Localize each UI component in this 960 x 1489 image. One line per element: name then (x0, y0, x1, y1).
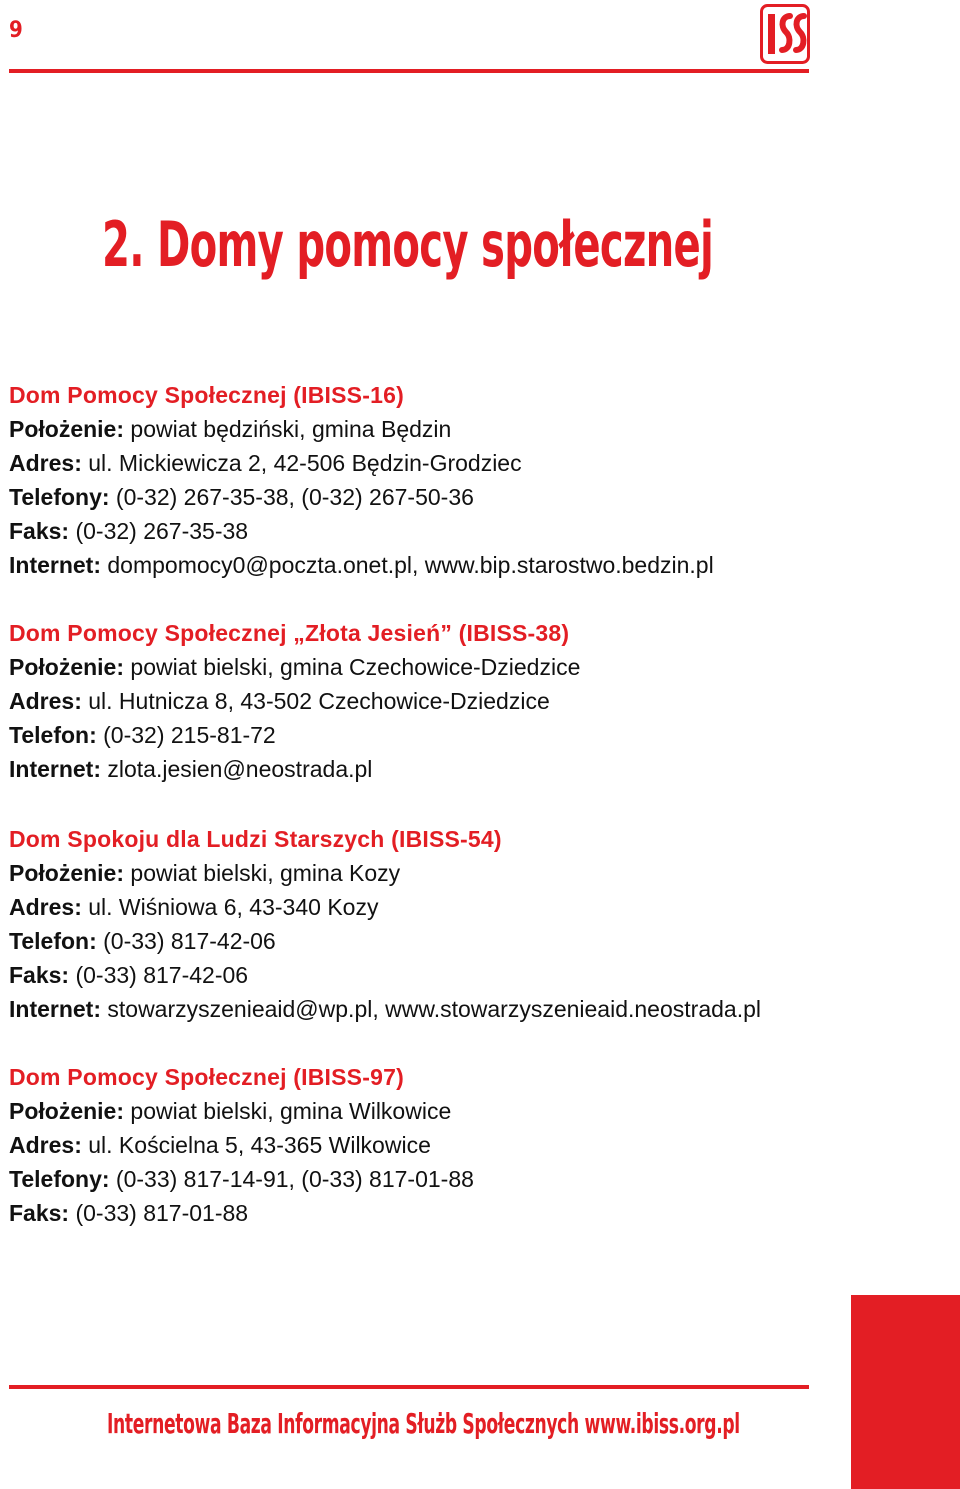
field-value: (0-32) 267-35-38, (0-32) 267-50-36 (109, 484, 474, 510)
field-value: (0-33) 817-42-06 (69, 962, 249, 988)
field-value: zlota.jesien@neostrada.pl (101, 756, 373, 782)
entry-fax (9, 958, 939, 992)
entry-location (9, 412, 939, 446)
directory-entry (9, 1060, 939, 1230)
entry-internet (9, 752, 939, 786)
directory-entry (9, 378, 939, 582)
field-value: (0-33) 817-14-91, (0-33) 817-01-88 (109, 1166, 474, 1192)
entry-phone (9, 924, 939, 958)
entry-fax (9, 1196, 939, 1230)
entry-location (9, 1094, 939, 1128)
field-label: Adres: (9, 1132, 82, 1158)
field-label: Położenie: (9, 416, 125, 442)
entry-phone (9, 718, 939, 752)
directory-list (9, 378, 939, 1264)
entry-title: Dom Pomocy Społecznej (IBISS-97) (9, 1064, 404, 1090)
field-value: stowarzyszenieaid@wp.pl, www.stowarzyszenieaid.neostrada.pl (101, 996, 761, 1022)
directory-entry (9, 822, 939, 1026)
field-label: Telefon: (9, 928, 97, 954)
entry-phones (9, 1162, 939, 1196)
entry-title: Dom Pomocy Społecznej „Złota Jesień” (IBISS-38) (9, 620, 570, 646)
field-label: Faks: (9, 518, 70, 544)
field-label: Internet: (9, 996, 101, 1022)
field-value: (0-33) 817-01-88 (69, 1200, 249, 1226)
entry-address (9, 684, 939, 718)
page-number: 9 (9, 18, 23, 43)
corner-block (851, 1295, 960, 1489)
field-value: ul. Mickiewicza 2, 42-506 Będzin-Grodziec (81, 450, 522, 476)
entry-title: Dom Pomocy Społecznej (IBISS-16) (9, 382, 404, 408)
section-title: 2. Domy pomocy społecznej (102, 208, 714, 281)
entry-location (9, 856, 939, 890)
bottom-rule (9, 1385, 809, 1389)
ibiss-logo-icon (760, 4, 810, 64)
top-rule (9, 69, 809, 73)
field-label: Faks: (9, 1200, 70, 1226)
entry-location (9, 650, 939, 684)
field-label: Telefon: (9, 722, 97, 748)
field-value: dompomocy0@poczta.onet.pl, www.bip.starostwo.bedzin.pl (101, 552, 714, 578)
field-value: ul. Wiśniowa 6, 43-340 Kozy (81, 894, 379, 920)
entry-internet (9, 992, 939, 1026)
field-value: (0-32) 267-35-38 (69, 518, 249, 544)
directory-entry (9, 616, 939, 786)
field-label: Położenie: (9, 654, 125, 680)
field-label: Internet: (9, 756, 101, 782)
field-value: powiat będziński, gmina Będzin (124, 416, 452, 442)
entry-title: Dom Spokoju dla Ludzi Starszych (IBISS-54) (9, 826, 502, 852)
field-value: (0-33) 817-42-06 (96, 928, 276, 954)
field-label: Adres: (9, 894, 82, 920)
field-label: Faks: (9, 962, 70, 988)
entry-address (9, 890, 939, 924)
footer-text: Internetowa Baza Informacyjna Służb Społecznych www.ibiss.org.pl (107, 1407, 740, 1440)
entry-phones (9, 480, 939, 514)
field-value: ul. Hutnicza 8, 43-502 Czechowice-Dziedzice (81, 688, 550, 714)
field-label: Położenie: (9, 1098, 125, 1124)
field-label: Telefony: (9, 484, 110, 510)
entry-fax (9, 514, 939, 548)
entry-address (9, 1128, 939, 1162)
entry-address (9, 446, 939, 480)
field-label: Położenie: (9, 860, 125, 886)
entry-internet (9, 548, 939, 582)
field-value: (0-32) 215-81-72 (96, 722, 276, 748)
field-value: powiat bielski, gmina Wilkowice (124, 1098, 452, 1124)
field-label: Internet: (9, 552, 101, 578)
field-label: Adres: (9, 450, 82, 476)
field-value: powiat bielski, gmina Kozy (124, 860, 401, 886)
field-value: ul. Kościelna 5, 43-365 Wilkowice (81, 1132, 431, 1158)
field-label: Telefony: (9, 1166, 110, 1192)
field-value: powiat bielski, gmina Czechowice-Dziedzice (124, 654, 581, 680)
field-label: Adres: (9, 688, 82, 714)
